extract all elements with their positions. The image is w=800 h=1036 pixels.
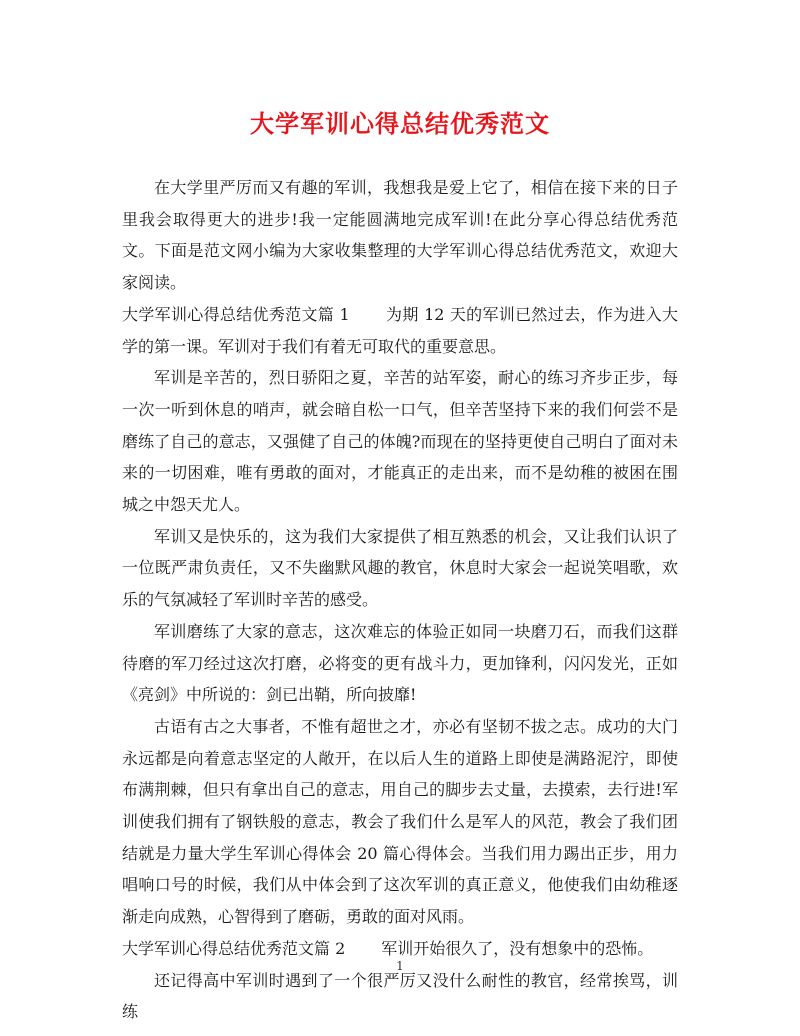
section-2-lead: 军训开始很久了，没有想象中的恐怖。 — [381, 938, 654, 958]
section-2-heading: 大学军训心得总结优秀范文篇 2 — [122, 938, 346, 958]
document-body — [122, 172, 678, 1028]
last-paragraph: 还记得高中军训时遇到了一个很严厉又没什么耐性的教官，经常挨骂，训练 — [122, 970, 678, 1022]
body-paragraph-3: 军训磨练了大家的意志，这次难忘的体验正如同一块磨刀石，而我们这群待磨的军刀经过这次打磨，必将变的更有战斗力，更加锋利，闪闪发光，正如《亮剑》中所说的：剑已出鞘，所向披靡! — [122, 621, 678, 705]
body-paragraph-1: 军训是辛苦的，烈日骄阳之夏，辛苦的站军姿，耐心的练习齐步正步，每一次一听到休息的哨声，就会暗自松一口气，但辛苦坚持下来的我们何尝不是磨练了自己的意志，又强健了自己的体魄?而现在的坚持更使自己明白了面对未来的一切困难，唯有勇敢的面对，才能真正的走出来，而不是幼稚的被困在围城之中怨天尤人。 — [122, 368, 678, 515]
page-number: 1 — [396, 959, 404, 973]
section-1-heading: 大学军训心得总结优秀范文篇 1 — [122, 304, 350, 324]
intro-paragraph: 在大学里严厉而又有趣的军训，我想我是爱上它了，相信在接下来的日子里我会取得更大的进步!我一定能圆满地完成军训!在此分享心得总结优秀范文。下面是范文网小编为大家收集整理的大学军训心得总结优秀范文，欢迎大家阅读。 — [122, 178, 678, 293]
document-title: 大学军训心得总结优秀范文 — [250, 109, 550, 138]
body-paragraph-4: 古语有古之大事者，不惟有超世之才，亦必有坚韧不拔之志。成功的大门永远都是向着意志坚定的人敞开，在以后人生的道路上即使是满路泥泞，即使布满荆棘，但只有拿出自己的意志，用自己的脚步去丈量，去摸索，去行进!军训使我们拥有了钢铁般的意志，教会了我们什么是军人的风范，教会了我们团结就是力量大学生军训心得体会 20 篇心得体会。当我们用力踢出正步，用力唱响口号的时候，我们从中体会到了这次军训的真正意义，他使我们由幼稚逐渐走向成熟，心智得到了磨砺，勇敢的面对风雨。 — [122, 716, 678, 927]
section-1-line — [122, 299, 678, 362]
section-1-lead: 为期 12 天的军训已然过去，作为进入大学的第一课。军训对于我们有着无可取代的重要意思。 — [122, 304, 678, 356]
body-paragraph-2: 军训又是快乐的，这为我们大家提供了相互熟悉的机会，又让我们认识了一位既严肃负责任，又不失幽默风趣的教官，休息时大家会一起说笑唱歌，欢乐的气氛减轻了军训时辛苦的感受。 — [122, 526, 678, 610]
